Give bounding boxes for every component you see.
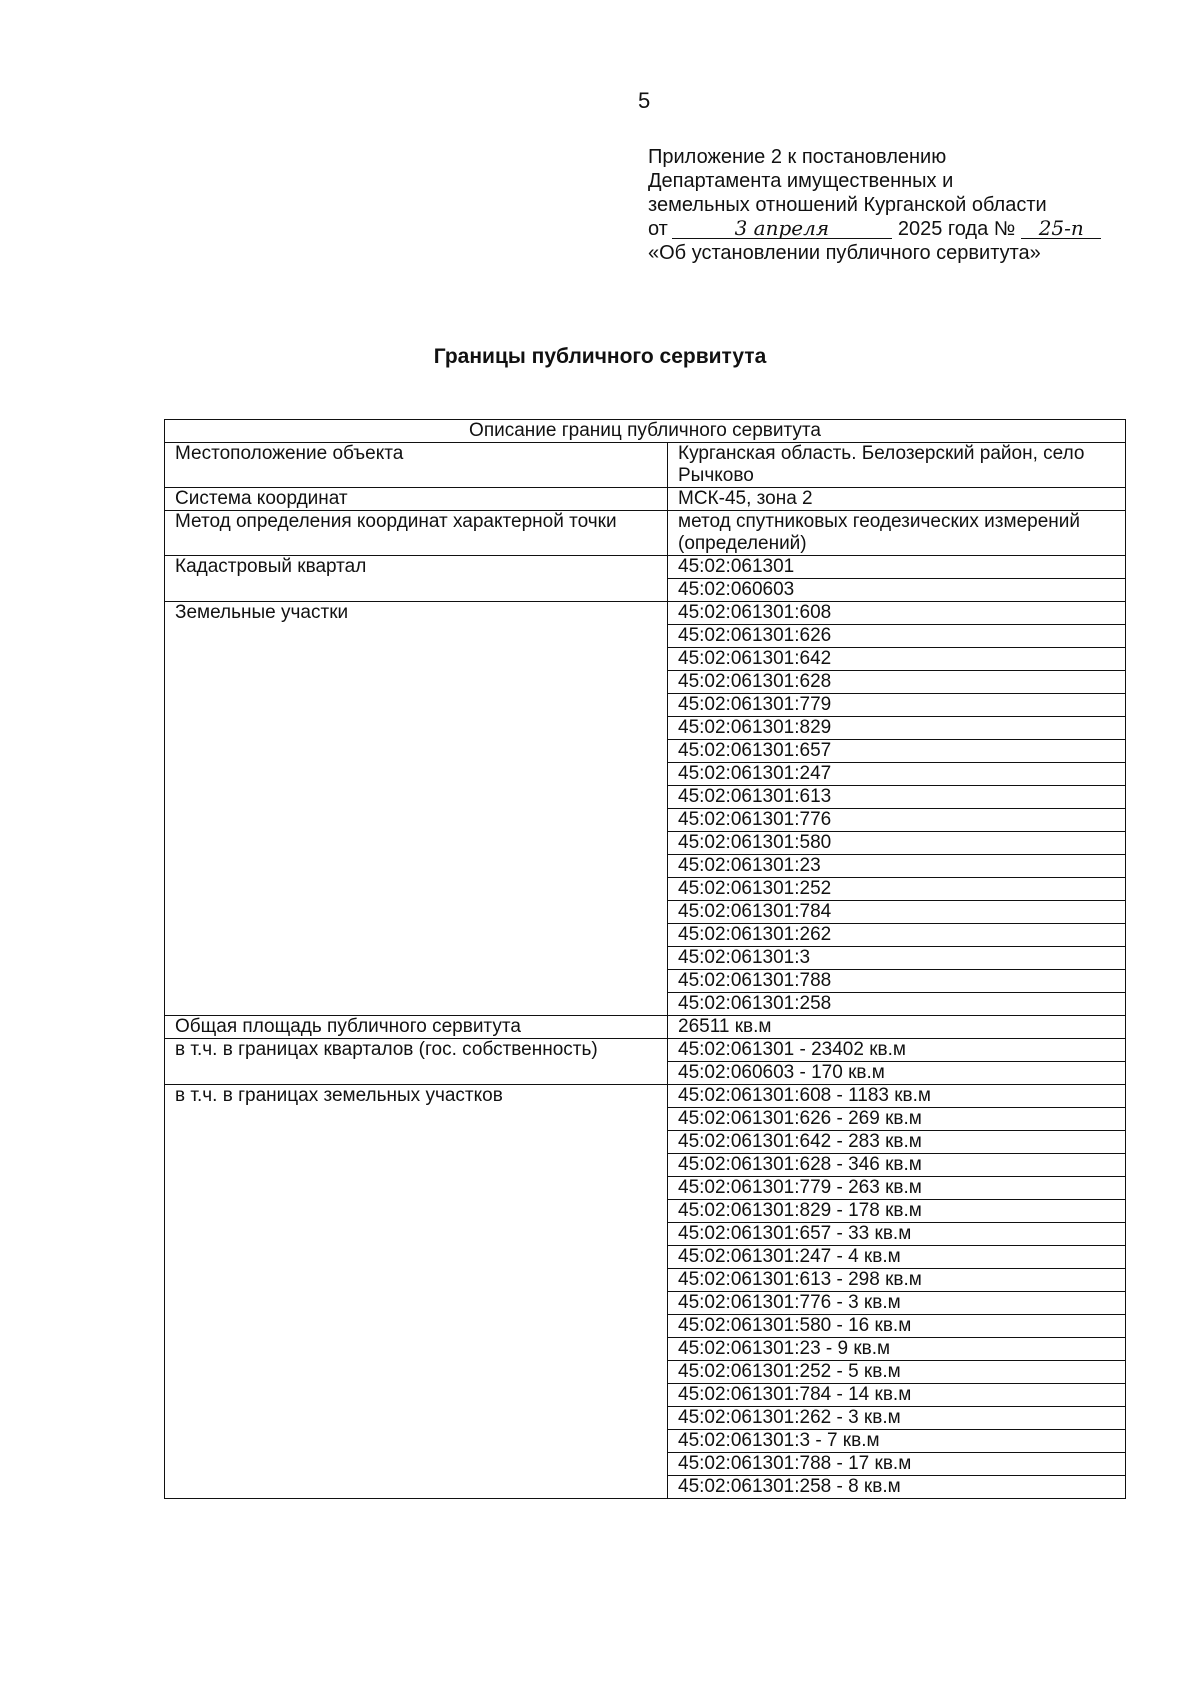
location-value: Курганская область. Белозерский район, село Рычково: [668, 443, 1126, 488]
method-value: метод спутниковых геодезических измерений (определений): [668, 511, 1126, 556]
servitude-table: [164, 419, 1126, 1499]
plots-value: 45:02:061301:776: [668, 809, 1126, 832]
coords-label: Система координат: [165, 488, 668, 511]
table-row: [165, 1085, 1126, 1108]
annex-line-1: Приложение 2 к постановлению: [648, 146, 947, 168]
document-title: Границы публичного сервитута: [433, 345, 767, 368]
handwritten-number: 25-п: [1021, 218, 1101, 239]
plots-value: 45:02:061301:788: [668, 970, 1126, 993]
page-number: 5: [638, 88, 651, 113]
plots-value: 45:02:061301:628: [668, 671, 1126, 694]
plots-area-value: 45:02:061301:23 - 9 кв.м: [668, 1338, 1126, 1361]
plots-value: 45:02:061301:829: [668, 717, 1126, 740]
plots-area-value: 45:02:061301:626 - 269 кв.м: [668, 1108, 1126, 1131]
plots-value: 45:02:061301:3: [668, 947, 1126, 970]
plots-area-value: 45:02:061301:779 - 263 кв.м: [668, 1177, 1126, 1200]
plots-value: 45:02:061301:258: [668, 993, 1126, 1016]
quarters-area-value: 45:02:060603 - 170 кв.м: [668, 1062, 1126, 1085]
table-row: [165, 602, 1126, 625]
plots-area-value: 45:02:061301:3 - 7 кв.м: [668, 1430, 1126, 1453]
annex-line-3: земельных отношений Курганской области: [648, 194, 1047, 216]
plots-area-value: 45:02:061301:247 - 4 кв.м: [668, 1246, 1126, 1269]
cadastral-label: Кадастровый квартал: [165, 556, 668, 602]
plots-area-value: 45:02:061301:642 - 283 кв.м: [668, 1131, 1126, 1154]
plots-value: 45:02:061301:784: [668, 901, 1126, 924]
cadastral-value: 45:02:060603: [668, 579, 1126, 602]
plots-value: 45:02:061301:657: [668, 740, 1126, 763]
annex-line-5: «Об установлении публичного сервитута»: [648, 242, 1041, 264]
annex-header: [648, 145, 1158, 265]
plots-value: 45:02:061301:23: [668, 855, 1126, 878]
table-row: [165, 443, 1126, 488]
plots-area-value: 45:02:061301:628 - 346 кв.м: [668, 1154, 1126, 1177]
plots-area-value: 45:02:061301:657 - 33 кв.м: [668, 1223, 1126, 1246]
plots-value: 45:02:061301:626: [668, 625, 1126, 648]
plots-value: 45:02:061301:779: [668, 694, 1126, 717]
plots-value: 45:02:061301:262: [668, 924, 1126, 947]
plots-label: Земельные участки: [165, 602, 668, 1016]
date-prefix: от: [648, 218, 668, 240]
plots-value: 45:02:061301:642: [668, 648, 1126, 671]
table-row: [165, 1016, 1126, 1039]
plots-area-value: 45:02:061301:784 - 14 кв.м: [668, 1384, 1126, 1407]
plots-area-value: 45:02:061301:262 - 3 кв.м: [668, 1407, 1126, 1430]
plots-area-value: 45:02:061301:829 - 178 кв.м: [668, 1200, 1126, 1223]
table-caption-row: [165, 420, 1126, 443]
table-caption: Описание границ публичного сервитута: [165, 420, 1126, 443]
plots-value: 45:02:061301:247: [668, 763, 1126, 786]
table-row: [165, 556, 1126, 579]
table-row: [165, 1039, 1126, 1062]
table-row: [165, 488, 1126, 511]
plots-area-value: 45:02:061301:788 - 17 кв.м: [668, 1453, 1126, 1476]
quarters-area-label: в т.ч. в границах кварталов (гос. собственность): [165, 1039, 668, 1085]
plots-area-value: 45:02:061301:580 - 16 кв.м: [668, 1315, 1126, 1338]
plots-area-label: в т.ч. в границах земельных участков: [165, 1085, 668, 1499]
cadastral-value: 45:02:061301: [668, 556, 1126, 579]
annex-date-line: [648, 217, 1158, 241]
total-area-label: Общая площадь публичного сервитута: [165, 1016, 668, 1039]
plots-value: 45:02:061301:580: [668, 832, 1126, 855]
plots-area-value: 45:02:061301:776 - 3 кв.м: [668, 1292, 1126, 1315]
location-label: Местоположение объекта: [165, 443, 668, 488]
plots-value: 45:02:061301:252: [668, 878, 1126, 901]
annex-line-2: Департамента имущественных и: [648, 170, 954, 192]
year-text: 2025 года №: [897, 218, 1016, 240]
plots-area-value: 45:02:061301:252 - 5 кв.м: [668, 1361, 1126, 1384]
plots-area-value: 45:02:061301:613 - 298 кв.м: [668, 1269, 1126, 1292]
plots-value: 45:02:061301:613: [668, 786, 1126, 809]
coords-value: МСК-45, зона 2: [668, 488, 1126, 511]
method-label: Метод определения координат характерной точки: [165, 511, 668, 556]
quarters-area-value: 45:02:061301 - 23402 кв.м: [668, 1039, 1126, 1062]
handwritten-date: 3 апреля: [672, 218, 892, 239]
plots-area-value: 45:02:061301:608 - 1183 кв.м: [668, 1085, 1126, 1108]
table-row: [165, 511, 1126, 556]
total-area-value: 26511 кв.м: [668, 1016, 1126, 1039]
plots-value: 45:02:061301:608: [668, 602, 1126, 625]
plots-area-value: 45:02:061301:258 - 8 кв.м: [668, 1476, 1126, 1499]
